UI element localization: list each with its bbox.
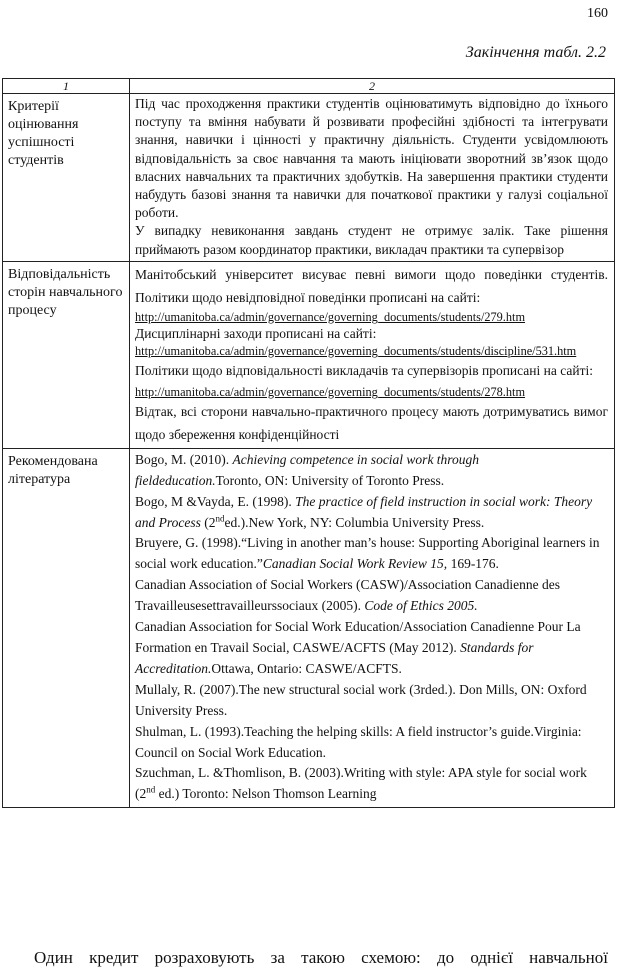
- responsibility-link[interactable]: http://umanitoba.ca/admin/governance/governing_documents/students/discipline/531.htm: [135, 343, 577, 358]
- table-row-responsibility: [3, 261, 615, 448]
- criteria-content: [130, 94, 615, 262]
- reference-item: Szuchman, L. &Thomlison, B. (2003).Writing with style: APA style for social work (2nd ed.) Toronto: Nelson Thomson Learning: [135, 765, 587, 802]
- table-row-criteria: [3, 94, 615, 262]
- responsibility-link[interactable]: http://umanitoba.ca/admin/governance/governing_documents/students/279.htm: [135, 309, 526, 324]
- table-header-row: [3, 79, 615, 94]
- reference-item: Bruyere, G. (1998).“Living in another man’s house: Supporting Aboriginal learners in social work education.”Canadian Social Work Review 15, 169-176.: [135, 535, 600, 572]
- column-header-2: 2: [130, 79, 615, 94]
- reference-item: Bogo, M &Vayda, E. (1998). The practice of field instruction in social work: Theory and Process (2nded.).New York, NY: Columbia University Press.: [135, 493, 593, 530]
- row-label-literature: Рекомендована література: [3, 448, 130, 807]
- responsibility-content: [130, 261, 615, 448]
- criteria-paragraph: Під час проходження практики студентів оцінюватимуть відповідно до їхнього поступу та вміння набувати й розвивати професійні здібності та інтегрувати знання, навички і цінності у практичну діяльність. Студенти усвідомлюють відповідальність за своє навчання та мають ініціювати зворотний зв’язок щодо власних навчальних та практичних здобутків. На завершення практики студенти набудуть базові знання та навички для початкової практики у галузі соціальної роботи.: [135, 96, 608, 221]
- responsibility-link[interactable]: http://umanitoba.ca/admin/governance/governing_documents/students/278.htm: [135, 384, 526, 399]
- table-row-literature: [3, 448, 615, 807]
- responsibility-text: Дисциплінарні заходи прописані на сайті:: [135, 325, 377, 341]
- body-text-continuation: Один кредит розраховують за такою схемою: до однієї навчальної: [34, 948, 608, 967]
- page-number: 160: [587, 6, 608, 21]
- responsibility-text: Відтак, всі сторони навчально-практичного процесу мають дотримуватись вимог щодо збереження конфіденційності: [135, 403, 608, 442]
- reference-item: Canadian Association for Social Work Education/Association Canadienne Pour La Formation en Travail Social, CASWE/ACFTS (May 2012). Standards for Accreditation.Ottawa, Ontario: CASWE/ACFTS.: [135, 619, 581, 676]
- row-label-responsibility: Відповідальність сторін навчального процесу: [3, 261, 130, 448]
- table-caption: Закінчення табл. 2.2: [465, 44, 606, 61]
- reference-item: Shulman, L. (1993).Teaching the helping skills: A field instructor’s guide.Virginia: Council on Social Work Education.: [135, 723, 582, 760]
- responsibility-text: Манітобський університет висуває певні вимоги щодо поведінки студентів. Політики щодо невідповідної поведінки прописані на сайті:: [135, 266, 608, 305]
- criteria-paragraph: У випадку невиконання завдань студент не отримує залік. Таке рішення приймають разом координатор практики, викладач практики та супервізор: [135, 223, 608, 257]
- reference-item: Mullaly, R. (2007).The new structural social work (3rded.). Don Mills, ON: Oxford University Press.: [135, 681, 587, 718]
- reference-item: Canadian Association of Social Workers (CASW)/Association Canadienne des Travailleusesettravailleurssociaux (2005). Code of Ethics 2005.: [135, 577, 560, 614]
- row-label-criteria: Критерії оцінювання успішності студентів: [3, 94, 130, 262]
- column-header-1: 1: [3, 79, 130, 94]
- literature-content: [130, 448, 615, 807]
- reference-item: Bogo, M. (2010). Achieving competence in social work through fieldeducation.Toronto, ON: University of Toronto Press.: [135, 451, 480, 488]
- responsibility-text: Політики щодо відповідальності викладачів та супервізорів прописані на сайті:: [135, 362, 594, 378]
- practice-table: [2, 78, 615, 808]
